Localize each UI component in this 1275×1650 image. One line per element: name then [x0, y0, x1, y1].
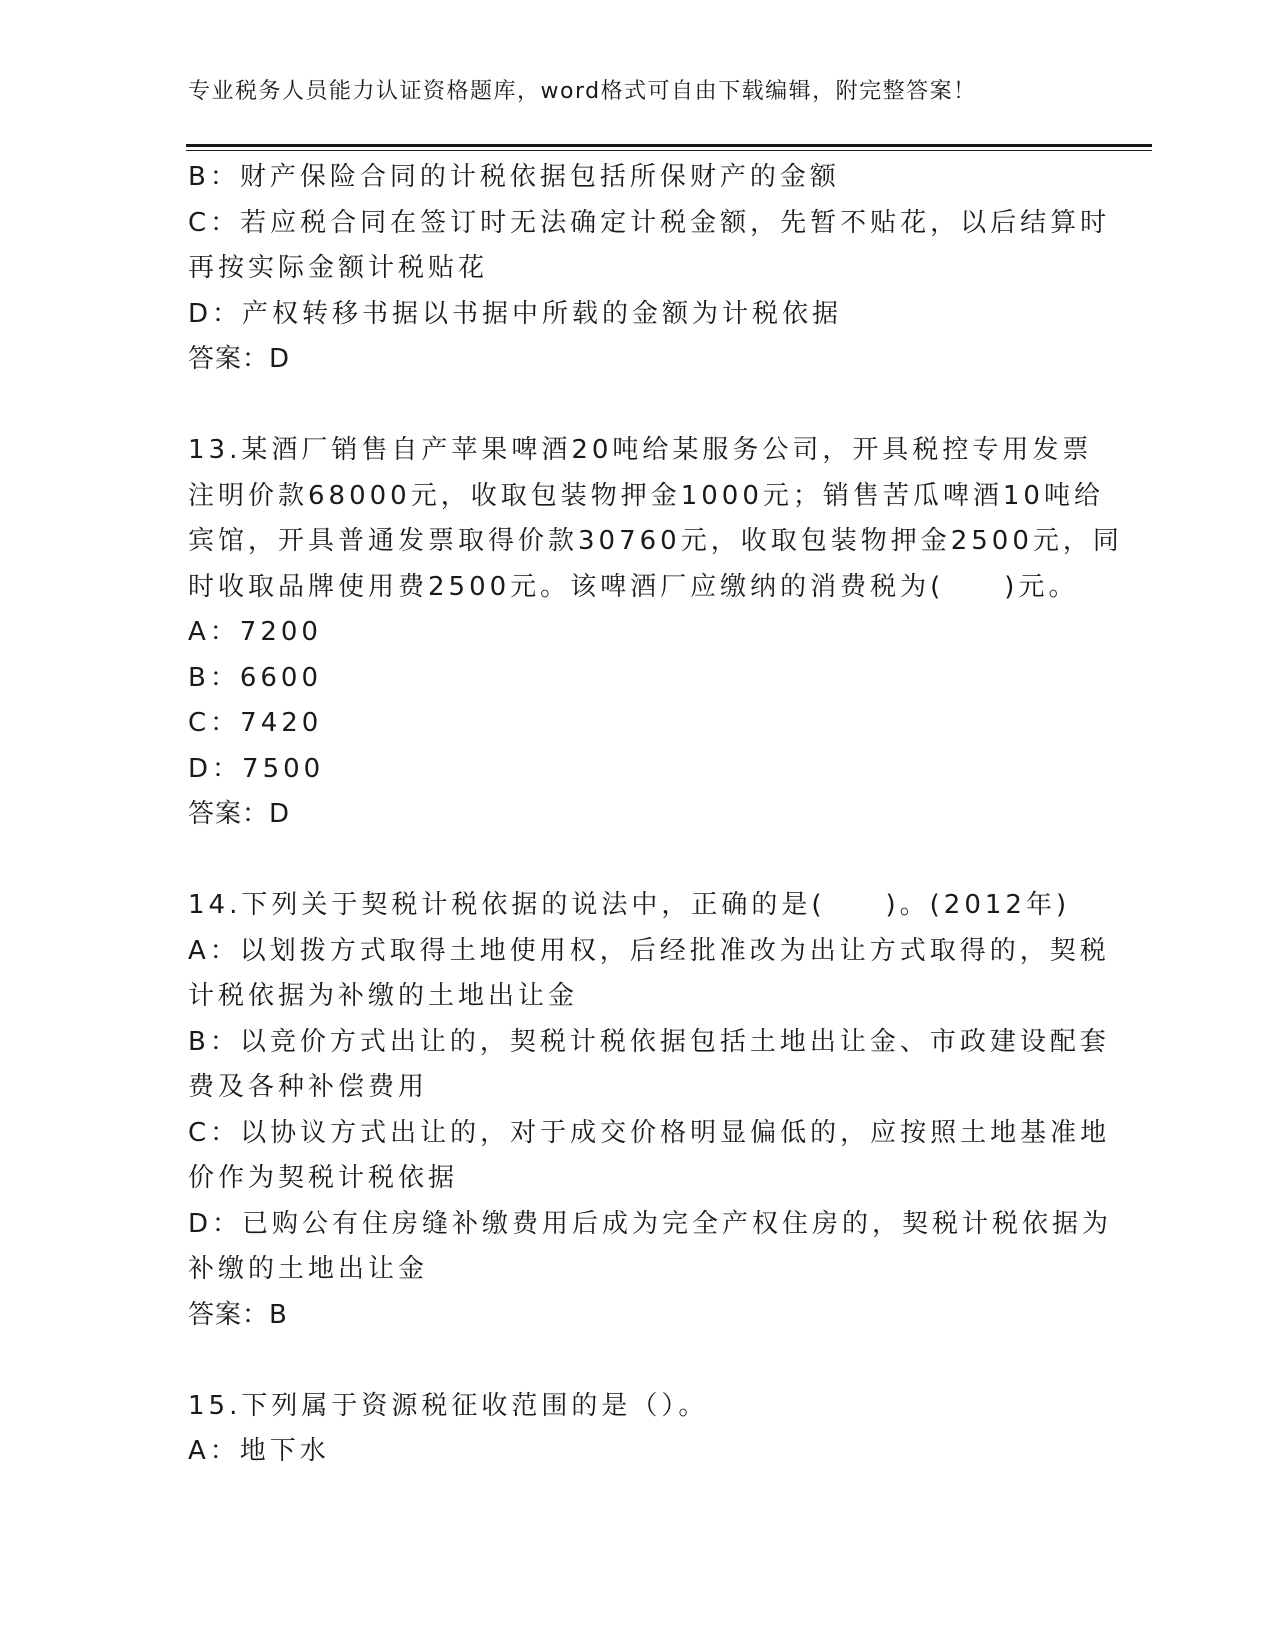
option-b: B：财产保险合同的计税依据包括所保财产的金额	[188, 162, 840, 192]
option-c: C：7420	[188, 708, 323, 738]
question-13	[188, 428, 1123, 838]
question-stem: 13.某酒厂销售自产苹果啤酒20吨给某服务公司，开具税控专用发票	[188, 435, 1093, 465]
option-a: A：7200	[188, 617, 322, 647]
option-b-continued: 费及各种补偿费用	[188, 1072, 429, 1102]
option-d: D：7500	[188, 753, 325, 784]
option-a: A：以划拨方式取得土地使用权，后经批准改为出让方式取得的，契税	[188, 935, 1110, 966]
spacer	[188, 838, 1088, 884]
question-12-tail	[188, 155, 1111, 383]
spacer	[188, 1338, 1088, 1384]
option-c-continued: 价作为契税计税依据	[188, 1163, 459, 1193]
option-d: D：产权转移书据以书据中所载的金额为计税依据	[188, 298, 843, 329]
page-header: 专业税务人员能力认证资格题库，word格式可自由下载编辑，附完整答案！	[188, 79, 977, 104]
question-stem-continued: 宾馆，开具普通发票取得价款30760元，收取包装物押金2500元，同	[188, 526, 1123, 556]
answer-line: 答案：B	[188, 1299, 288, 1330]
header-divider-thin	[186, 150, 1152, 151]
option-b: B：以竞价方式出让的，契税计税依据包括土地出让金、市政建设配套	[188, 1026, 1110, 1057]
option-c-continued: 再按实际金额计税贴花	[188, 253, 489, 283]
question-content	[188, 155, 1123, 1475]
header-divider-thick	[186, 144, 1152, 147]
option-c: C：若应税合同在签订时无法确定计税金额，先暂不贴花，以后结算时	[188, 207, 1111, 238]
question-stem-continued: 时收取品牌使用费2500元。该啤酒厂应缴纳的消费税为( )元。	[188, 571, 1079, 602]
question-stem-continued: 注明价款68000元，收取包装物押金1000元；销售苦瓜啤酒10吨给	[188, 480, 1104, 511]
option-c: C：以协议方式出让的，对于成交价格明显偏低的，应按照土地基准地	[188, 1117, 1111, 1148]
option-b: B：6600	[188, 662, 323, 693]
option-a: A：地下水	[188, 1436, 330, 1466]
question-15	[188, 1384, 1088, 1475]
spacer	[188, 383, 1088, 429]
option-a-continued: 计税依据为补缴的土地出让金	[188, 981, 579, 1011]
answer-line: 答案：D	[188, 799, 291, 829]
option-d: D：已购公有住房缝补缴费用后成为完全产权住房的，契税计税依据为	[188, 1208, 1113, 1239]
answer-line: 答案：D	[188, 344, 291, 374]
option-d-continued: 补缴的土地出让金	[188, 1254, 429, 1284]
question-stem: 14.下列关于契税计税依据的说法中，正确的是( )。(2012年)	[188, 890, 1071, 920]
question-14	[188, 883, 1113, 1338]
question-stem: 15.下列属于资源税征收范围的是（）。	[188, 1390, 709, 1421]
